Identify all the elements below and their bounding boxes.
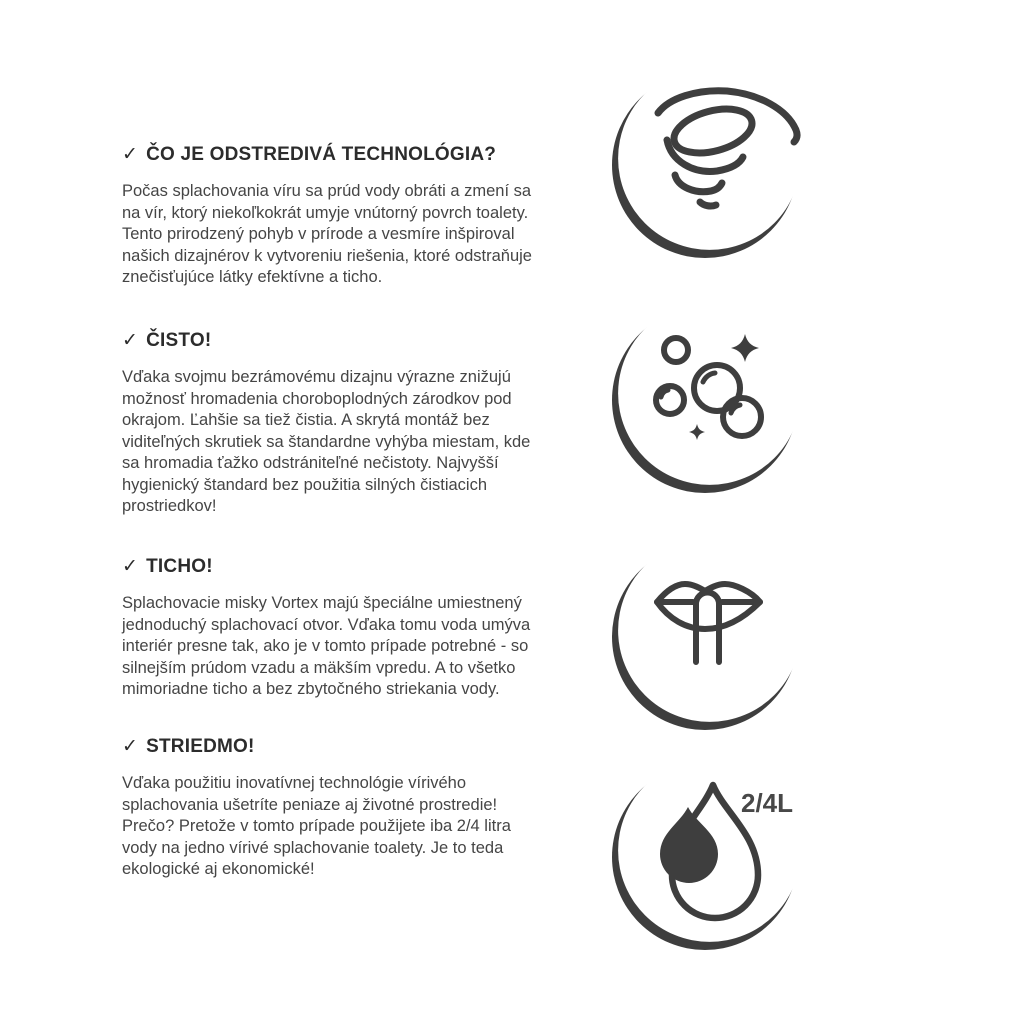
water-drop-icon [605, 765, 805, 965]
checkmark-icon: ✓ [122, 556, 139, 577]
checkmark-icon: ✓ [122, 330, 139, 351]
section-body-text: Vďaka svojmu bezrámovému dizajnu výrazne znižujú možnosť hromadenia choroboplodných zárodkov pod okrajom. Ľahšie sa tiež čistia. A skrytá montáž bez viditeľných skrutiek sa štandardne vyhýba miestam, kde sa hromadia ťažko odstrániteľné nečistoty. Najvyšší hygienický štandard bez použitia silných čistiacich prostriedkov! [122, 368, 531, 515]
section-quiet [122, 555, 546, 701]
section-heading [122, 555, 546, 579]
crescent-arc [612, 545, 801, 730]
section-economy [122, 735, 546, 881]
tornado-icon [605, 73, 805, 273]
water-drop-icon-svg [605, 765, 805, 965]
crescent-arc [612, 73, 801, 258]
section-body-text: Počas splachovania víru sa prúd vody obráti a zmení sa na vír, ktorý niekoľkokrát umyje vnútorný povrch toalety. Tento prirodzený pohyb v prírode a vesmíre inšpiroval našich dizajnérov k vytvoreniu riešenia, ktoré odstraňuje znečisťujúce látky efektívne a ticho. [122, 182, 532, 286]
section-body-text: Vďaka použitiu inovatívnej technológie vírivého splachovania ušetríte peniaze aj životné prostredie! Prečo? Pretože v tomto prípade použijete iba 2/4 litra vody na jedno vírivé splachovanie toalety. Je to teda ekologické aj ekonomické! [122, 774, 511, 878]
shh-lips-finger-icon [605, 545, 805, 745]
section-clean [122, 329, 546, 518]
section-heading [122, 143, 546, 167]
bubbles-icon-svg [605, 308, 805, 508]
checkmark-icon: ✓ [122, 144, 139, 165]
section-body-text: Splachovacie misky Vortex majú špeciálne umiestnený jednoduchý splachovací otvor. Vďaka tomu voda umýva interiér presne tak, ako je v tomto prípade potrebné - so silnejším prúdom vzadu a mäkším vpredu. A to všetko mimoriadne ticho a bez zbytočného striekania vody. [122, 594, 531, 698]
section-heading [122, 329, 546, 353]
water-volume-label: 2/4L [741, 788, 794, 818]
bubbles-icon [605, 308, 805, 508]
section-heading-text: ČISTO! [146, 330, 212, 351]
shh-icon-svg [605, 545, 805, 745]
section-technology [122, 143, 546, 289]
section-heading-text: ČO JE ODSTREDIVÁ TECHNOLÓGIA? [146, 144, 497, 165]
section-heading-text: STRIEDMO! [146, 736, 255, 757]
section-heading [122, 735, 546, 759]
tornado-icon-svg [605, 73, 805, 273]
crescent-arc [612, 308, 801, 493]
checkmark-icon: ✓ [122, 736, 139, 757]
section-heading-text: TICHO! [146, 556, 213, 577]
